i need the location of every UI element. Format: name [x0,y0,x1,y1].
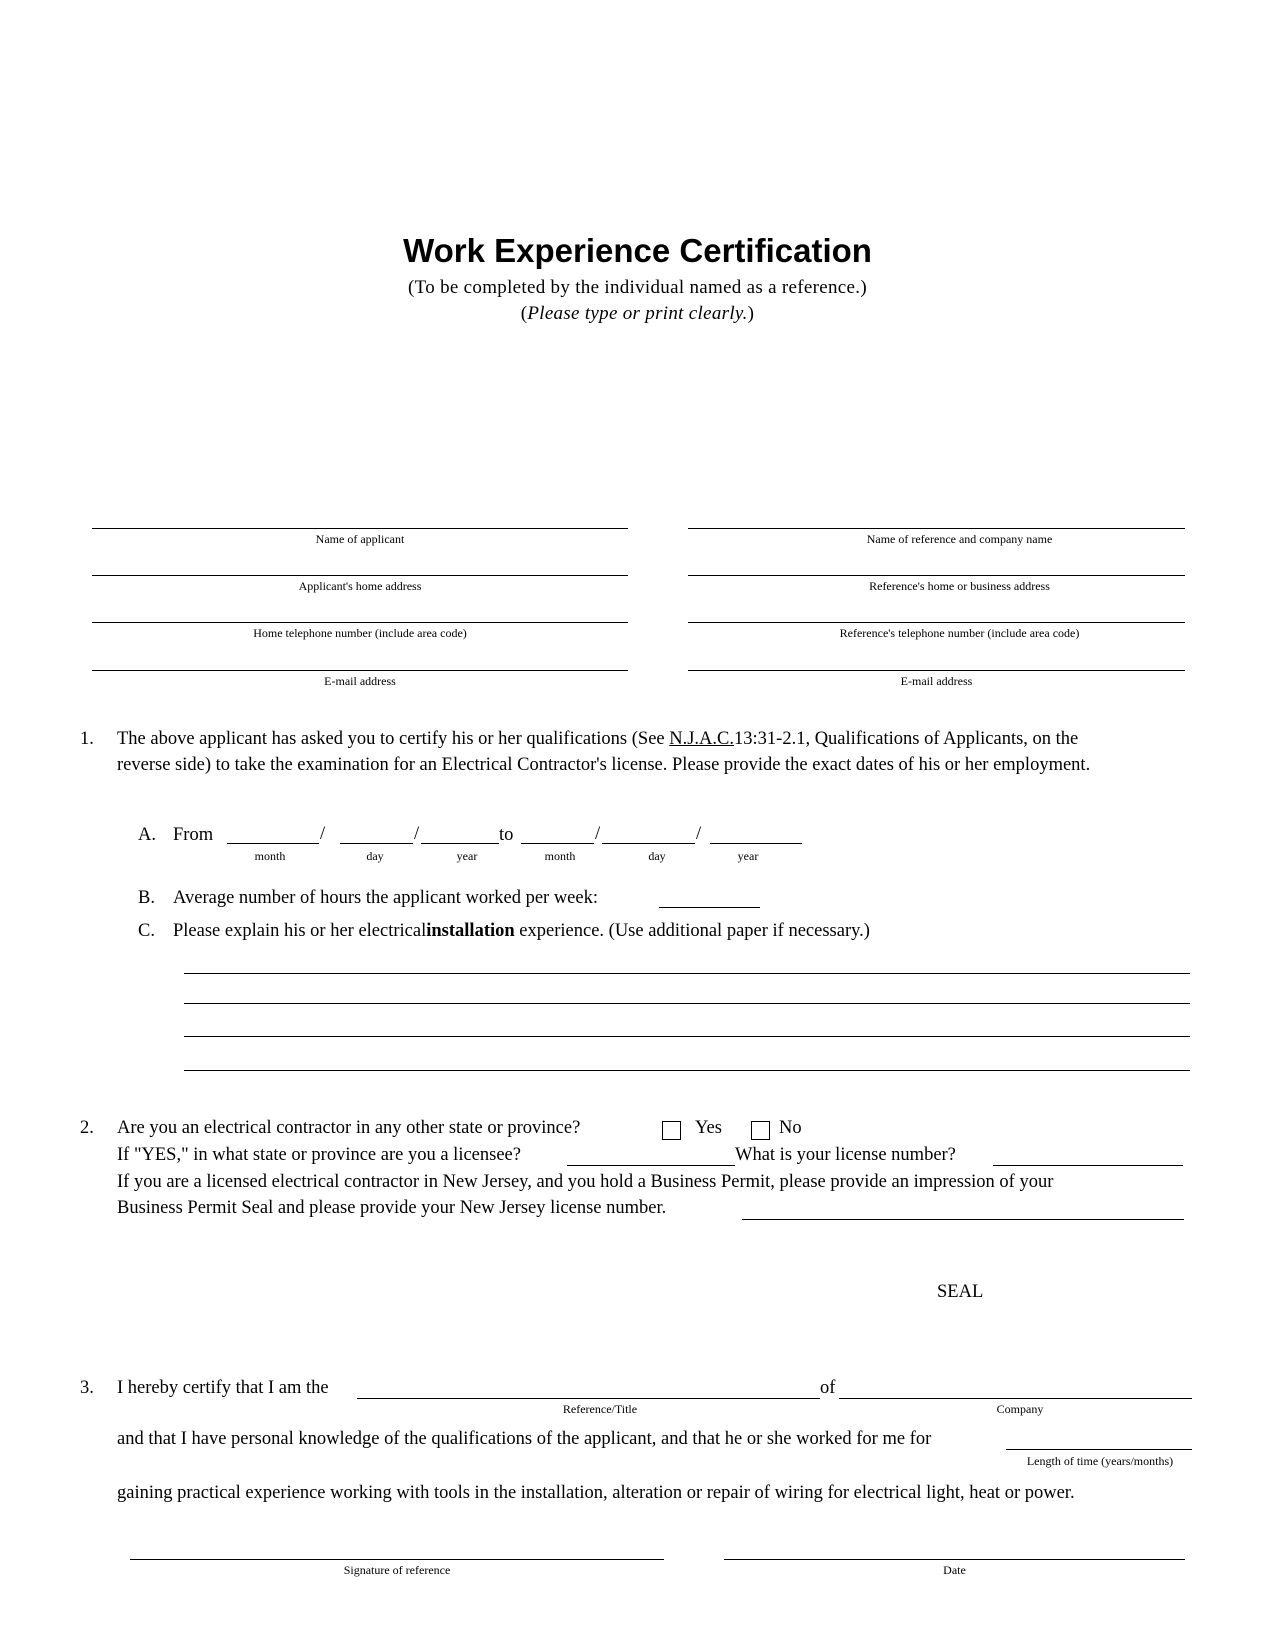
applicant-email-line[interactable] [92,670,628,671]
to-day-field[interactable] [602,843,695,844]
form-subtitle: (To be completed by the individual named as a reference.) [408,277,867,298]
experience-line-3[interactable] [184,1036,1190,1037]
slash: / [414,824,420,844]
experience-line-1[interactable] [184,973,1190,974]
q2-line3: If you are a licensed electrical contractor in New Jersey, and you hold a Business Permit, please provide an impression of your [117,1172,1054,1192]
q1c-label: C. [138,921,155,941]
to-year-field[interactable] [710,843,802,844]
q3-line3: gaining practical experience working with tools in the installation, alteration or repair of wiring for electrical light, heat or power. [117,1483,1075,1503]
applicant-phone-line[interactable] [92,622,628,623]
from-month-caption: month [254,849,286,863]
q1b-text: Average number of hours the applicant worked per week: [173,888,598,908]
njac-reference: N.J.A.C. [669,729,735,749]
company-caption: Company [996,1402,1044,1416]
length-of-time-caption: Length of time (years/months) [1026,1454,1174,1468]
nj-license-number-field[interactable] [742,1219,1184,1220]
state-province-field[interactable] [567,1165,735,1166]
from-day-field[interactable] [340,843,413,844]
q1a-to: to [499,825,514,845]
from-month-field[interactable] [227,843,319,844]
to-day-caption: day [648,849,666,863]
seal-area: SEAL [937,1282,984,1302]
company-field[interactable] [839,1398,1192,1399]
q1c-text: Please explain his or her electricalinstallation experience. (Use additional paper if necessary.) [173,921,870,941]
hours-per-week-field[interactable] [659,907,760,908]
q2-line2a: If "YES," in what state or province are you a licensee? [117,1145,521,1165]
reference-phone-label: Reference's telephone number (include area code) [839,626,1080,640]
q2-line4: Business Permit Seal and please provide your New Jersey license number. [117,1198,667,1218]
yes-label: Yes [695,1118,722,1138]
reference-email-label: E-mail address [900,674,973,688]
applicant-address-label: Applicant's home address [298,579,422,593]
q3-of: of [820,1378,836,1398]
no-checkbox[interactable] [751,1121,770,1140]
slash: / [320,824,326,844]
q2-line1: Are you an electrical contractor in any other state or province? [117,1118,581,1138]
slash: / [595,824,601,844]
q1a-from: From [173,825,214,845]
form-instruction: (Please type or print clearly.) [520,303,755,324]
applicant-phone-label: Home telephone number (include area code) [253,626,467,640]
from-year-caption: year [456,849,478,863]
q3-line1a: I hereby certify that I am the [117,1378,329,1398]
slash: / [696,824,702,844]
no-label: No [779,1118,802,1138]
applicant-name-line[interactable] [92,528,628,529]
q1a-label: A. [138,825,156,845]
signature-line[interactable] [130,1559,664,1560]
q2-number: 2. [80,1118,94,1138]
yes-checkbox[interactable] [662,1121,681,1140]
to-month-field[interactable] [521,843,594,844]
reference-address-line[interactable] [688,575,1185,576]
q1-number: 1. [80,729,94,749]
experience-line-4[interactable] [184,1070,1190,1071]
reference-title-caption: Reference/Title [562,1402,638,1416]
q3-number: 3. [80,1378,94,1398]
length-of-time-field[interactable] [1006,1449,1192,1450]
q2-line2b: What is your license number? [735,1145,956,1165]
experience-line-2[interactable] [184,1003,1190,1004]
reference-phone-line[interactable] [688,622,1185,623]
q3-line2: and that I have personal knowledge of the qualifications of the applicant, and that he or she worked for me for [117,1429,932,1449]
form-title: Work Experience Certification [403,232,872,269]
reference-name-label: Name of reference and company name [866,532,1053,546]
reference-name-line[interactable] [688,528,1185,529]
reference-address-label: Reference's home or business address [869,579,1050,593]
from-year-field[interactable] [421,843,499,844]
reference-title-field[interactable] [357,1398,820,1399]
applicant-email-label: E-mail address [324,674,396,688]
date-caption: Date [943,1563,966,1577]
q1-line2: reverse side) to take the examination for an Electrical Contractor's license. Please provide the exact dates of his or her employment. [117,755,1091,775]
license-number-field[interactable] [993,1165,1183,1166]
signature-caption: Signature of reference [343,1563,451,1577]
applicant-name-label: Name of applicant [315,532,405,546]
q1-line1: The above applicant has asked you to certify his or her qualifications (See N.J.A.C.13:31-2.1, Qualifications of Applicants, on the [117,729,1079,749]
to-month-caption: month [544,849,576,863]
reference-email-line[interactable] [688,670,1185,671]
q1b-label: B. [138,888,155,908]
date-line[interactable] [724,1559,1185,1560]
to-year-caption: year [737,849,759,863]
applicant-address-line[interactable] [92,575,628,576]
from-day-caption: day [366,849,384,863]
